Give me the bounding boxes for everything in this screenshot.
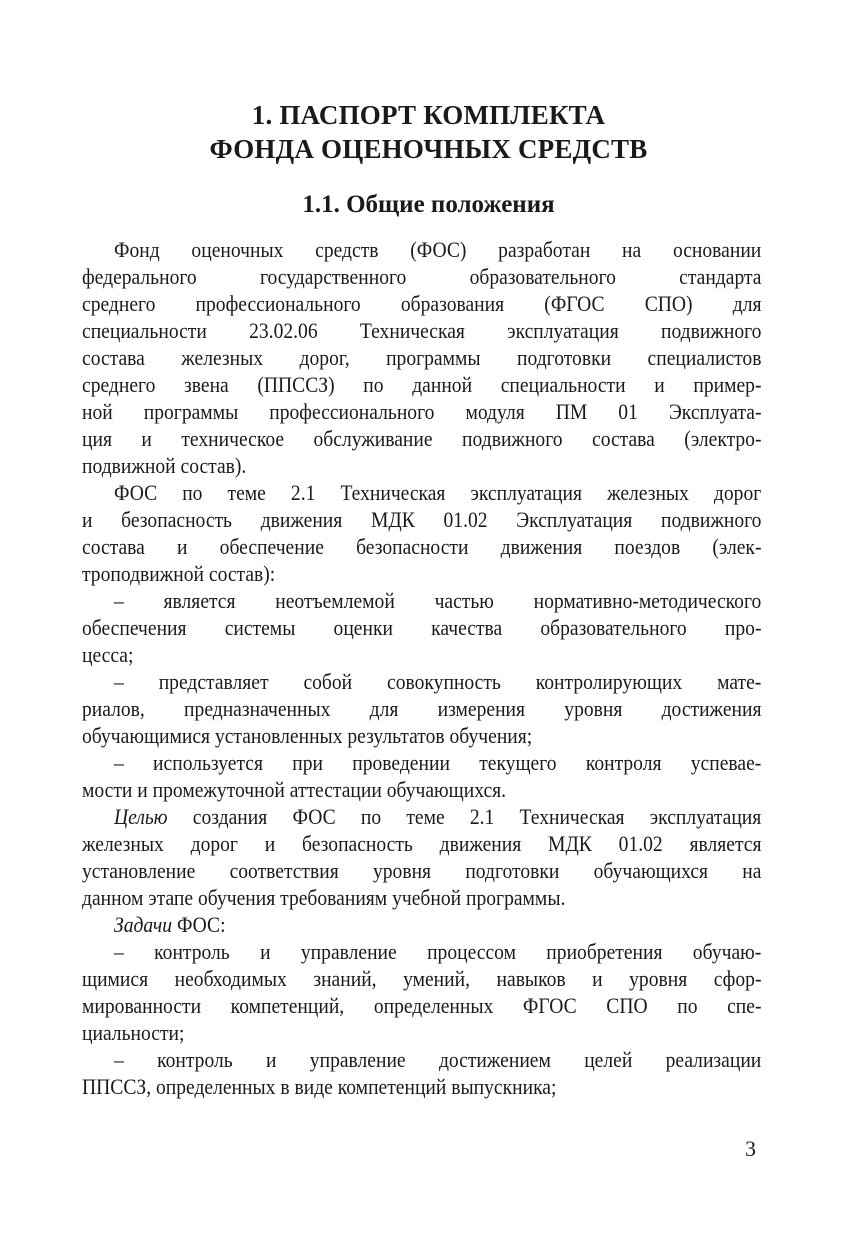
text-line: циальности; [82,1020,185,1045]
goal-label: Целью [114,804,168,829]
tasks-label: Задачи [114,912,173,937]
page-number: 3 [745,1136,756,1161]
text-line: ФОС по теме 2.1 Техническая эксплуатация железных дорог [114,480,762,505]
text-line: федерального государственного образовательного стандарта [82,264,762,289]
text-line: – используется при проведении текущего контроля успевае- [114,750,762,775]
text-line: щимися необходимых знаний, умений, навыков и уровня сфор- [82,966,762,991]
text-line: цесса; [82,642,134,667]
text-line: – контроль и управление процессом приобретения обучаю- [114,939,762,964]
chapter-title-line-2: ФОНДА ОЦЕНОЧНЫХ СРЕДСТВ [209,134,648,164]
text-line: – является неотъемлемой частью нормативно-методического [114,588,762,613]
chapter-title-line-1: 1. ПАСПОРТ КОМПЛЕКТА [251,100,606,130]
tasks-label-line [114,912,761,938]
text-line: – представляет собой совокупность контролирующих мате- [114,669,762,694]
section-title: 1.1. Общие положения [302,191,555,218]
text-line: и безопасность движения МДК 01.02 Эксплуатация подвижного [82,507,762,532]
text-line [114,804,761,830]
text-line: состава железных дорог, программы подготовки специалистов [82,345,762,370]
text-line: железных дорог и безопасность движения МДК 01.02 является [82,831,762,856]
text-line: ной программы профессионального модуля ПМ 01 Эксплуата- [82,399,762,424]
goal-text: создания ФОС по теме 2.1 Техническая эксплуатация [167,804,762,829]
text-line: – контроль и управление достижением целей реализации [114,1047,762,1072]
text-line: троподвижной состав): [82,561,276,586]
text-line: мости и промежуточной аттестации обучающихся. [82,777,507,802]
text-line: установление соответствия уровня подготовки обучающихся на [82,858,762,883]
text-line: ППССЗ, определенных в виде компетенций выпускника; [82,1074,557,1099]
text-line: среднего профессионального образования (ФГОС СПО) для [82,291,762,316]
text-line: ция и техническое обслуживание подвижного состава (электро- [82,426,762,451]
text-line: специальности 23.02.06 Техническая эксплуатация подвижного [82,318,762,343]
text-line: данном этапе обучения требованиям учебной программы. [82,885,566,910]
text-line: среднего звена (ППССЗ) по данной специальности и пример- [82,372,762,397]
text-line: обучающимися установленных результатов обучения; [82,723,533,748]
text-line: состава и обеспечение безопасности движения поездов (элек- [82,534,762,559]
text-line: Фонд оценочных средств (ФОС) разработан на основании [114,237,762,262]
text-line: риалов, предназначенных для измерения уровня достижения [82,696,762,721]
text-line: подвижной состав). [82,453,247,478]
tasks-label-rest: ФОС: [172,912,226,937]
text-line: обеспечения системы оценки качества образовательного про- [82,615,762,640]
text-line: мированности компетенций, определенных ФГОС СПО по спе- [82,993,762,1018]
